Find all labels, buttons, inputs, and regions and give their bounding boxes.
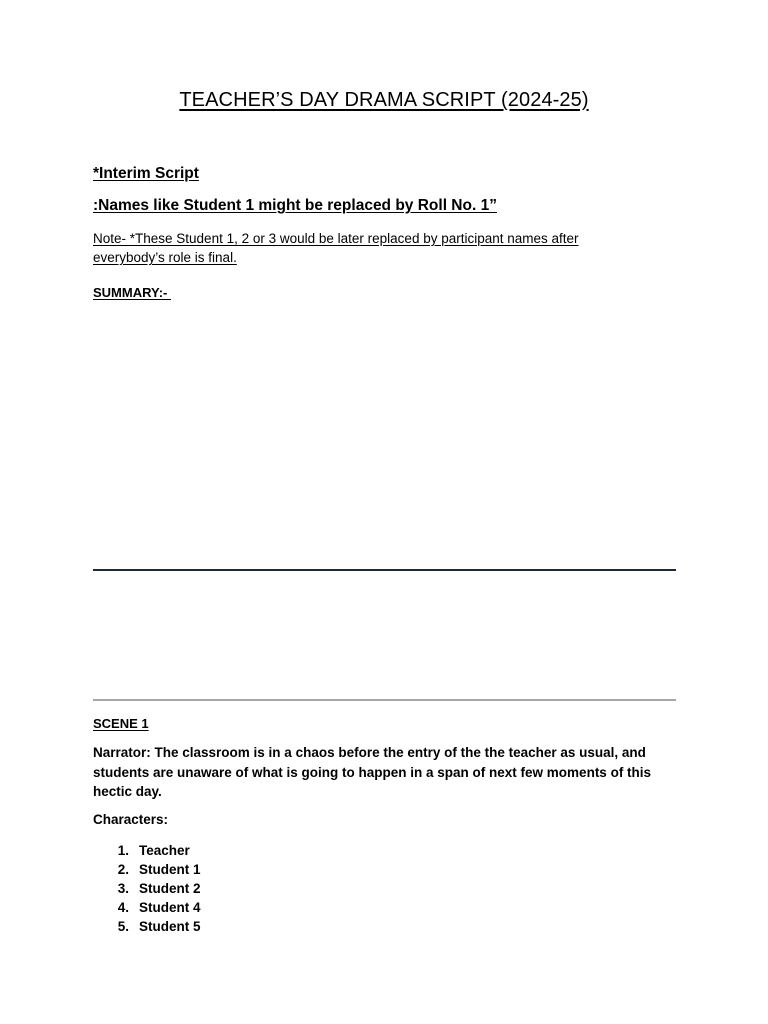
characters-list <box>93 841 201 936</box>
interim-script-label: *Interim Script <box>93 165 199 182</box>
section-divider-light <box>93 699 676 701</box>
list-number: 2. <box>117 862 129 877</box>
list-item <box>93 917 201 936</box>
scene-heading: SCENE 1 <box>93 716 149 731</box>
list-number: 5. <box>117 919 129 934</box>
narrator-paragraph: Narrator: The classroom is in a chaos before the entry of the the teacher as usual, and students are unaware of what is going to happen in a span of next few moments of this hectic day. <box>93 745 652 799</box>
list-number: 3. <box>117 881 129 896</box>
list-number: 4. <box>117 900 129 915</box>
list-item <box>93 841 201 860</box>
character-name: Teacher <box>139 843 190 858</box>
participant-names-note: Note- *These Student 1, 2 or 3 would be later replaced by participant names after everybody’s role is final. <box>93 231 579 265</box>
section-divider-dark <box>93 569 676 571</box>
character-name: Student 2 <box>139 881 201 896</box>
characters-heading: Characters: <box>93 812 169 827</box>
list-number: 1. <box>117 843 129 858</box>
list-item <box>93 860 201 879</box>
character-name: Student 4 <box>139 900 201 915</box>
page-title: TEACHER’S DAY DRAMA SCRIPT (2024-25) <box>179 89 589 111</box>
character-name: Student 1 <box>139 862 201 877</box>
names-replacement-note: :Names like Student 1 might be replaced by Roll No. 1” <box>93 197 497 214</box>
character-name: Student 5 <box>139 919 201 934</box>
summary-heading: SUMMARY:- <box>93 285 171 300</box>
list-item <box>93 898 201 917</box>
list-item <box>93 879 201 898</box>
